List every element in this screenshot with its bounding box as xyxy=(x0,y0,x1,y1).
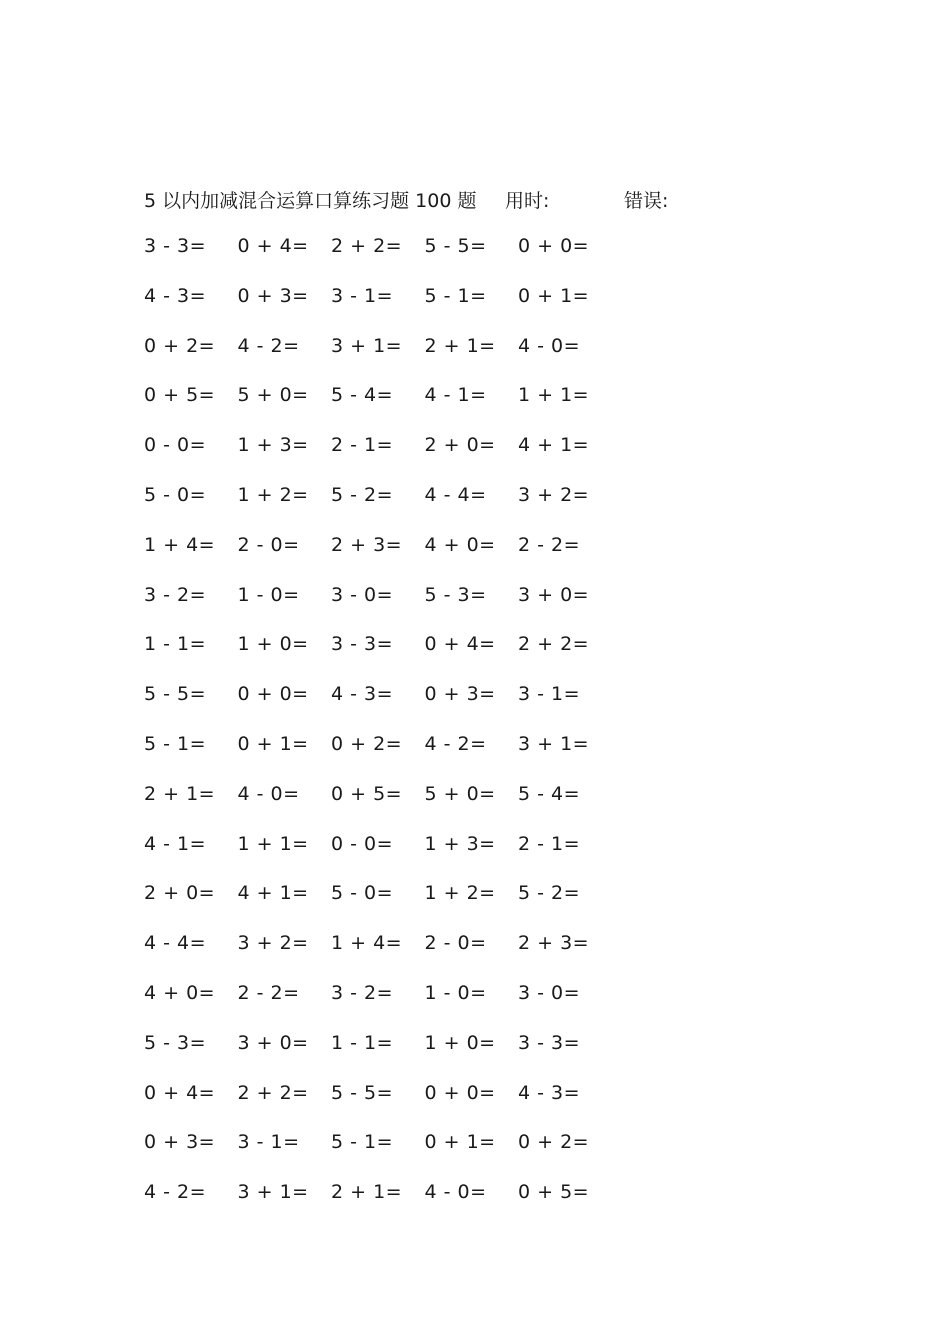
problem-item: 3 - 2= xyxy=(331,981,394,1004)
problem-item: 5 - 0= xyxy=(144,483,207,506)
problem-item: 2 + 3= xyxy=(331,533,403,556)
problem-item: 3 - 3= xyxy=(518,1031,581,1054)
problem-item: 0 + 3= xyxy=(237,284,309,307)
problem-item: 1 - 1= xyxy=(331,1031,394,1054)
problem-item: 2 + 3= xyxy=(518,932,590,955)
problem-item: 0 + 1= xyxy=(424,1131,496,1154)
problem-item: 3 + 2= xyxy=(518,483,590,506)
problem-item: 4 - 0= xyxy=(424,1181,487,1204)
problem-item: 3 + 0= xyxy=(518,583,590,606)
problem-item: 0 + 5= xyxy=(331,782,403,805)
problem-item: 5 - 4= xyxy=(331,384,394,407)
problem-item: 1 + 4= xyxy=(144,533,216,556)
problem-item: 0 + 1= xyxy=(518,284,590,307)
problem-row xyxy=(144,384,614,434)
problem-item: 0 + 0= xyxy=(518,235,590,257)
problem-item: 2 - 2= xyxy=(237,981,300,1004)
problem-item: 2 - 1= xyxy=(518,832,581,855)
problem-item: 4 - 3= xyxy=(144,284,207,307)
problem-item: 2 + 1= xyxy=(144,782,216,805)
problem-row xyxy=(144,882,614,932)
problem-row xyxy=(144,733,614,783)
problem-item: 4 - 3= xyxy=(331,683,394,706)
problem-item: 3 - 0= xyxy=(518,981,581,1004)
problem-item: 4 + 0= xyxy=(424,533,496,556)
problem-item: 0 + 2= xyxy=(331,732,403,755)
problem-item: 4 + 1= xyxy=(237,882,309,905)
problem-item: 4 - 3= xyxy=(518,1081,581,1104)
problem-item: 2 - 0= xyxy=(424,932,487,955)
problem-item: 4 - 2= xyxy=(424,732,487,755)
problem-item: 4 - 0= xyxy=(237,782,300,805)
problem-item: 3 - 1= xyxy=(237,1131,300,1154)
worksheet-header xyxy=(144,186,844,216)
problem-item: 0 - 0= xyxy=(144,434,207,457)
problem-item: 0 + 3= xyxy=(144,1131,216,1154)
problem-row xyxy=(144,1181,614,1231)
problem-item: 0 + 5= xyxy=(144,384,216,407)
problem-item: 2 + 2= xyxy=(518,633,590,656)
problem-item: 5 + 0= xyxy=(237,384,309,407)
problem-item: 5 - 1= xyxy=(144,732,207,755)
errors-label: 错误: xyxy=(624,190,669,212)
problem-item: 3 - 1= xyxy=(331,284,394,307)
problem-item: 2 + 1= xyxy=(424,334,496,357)
problem-item: 1 - 0= xyxy=(237,583,300,606)
problem-row xyxy=(144,335,614,385)
problem-item: 5 - 3= xyxy=(144,1031,207,1054)
problem-row xyxy=(144,833,614,883)
problem-item: 1 + 1= xyxy=(237,832,309,855)
problem-grid xyxy=(144,235,614,1231)
problem-row xyxy=(144,982,614,1032)
problem-item: 0 + 5= xyxy=(518,1181,590,1204)
problem-item: 3 - 1= xyxy=(518,683,581,706)
problem-row xyxy=(144,434,614,484)
problem-item: 3 + 1= xyxy=(237,1181,309,1204)
problem-item: 2 - 1= xyxy=(331,434,394,457)
problem-item: 4 - 2= xyxy=(144,1181,207,1204)
problem-item: 3 - 3= xyxy=(331,633,394,656)
problem-item: 0 + 0= xyxy=(424,1081,496,1104)
problem-item: 3 - 2= xyxy=(144,583,207,606)
problem-item: 1 - 0= xyxy=(424,981,487,1004)
problem-row xyxy=(144,932,614,982)
problem-item: 0 + 0= xyxy=(237,683,309,706)
problem-row xyxy=(144,285,614,335)
problem-row xyxy=(144,1082,614,1132)
problem-item: 2 - 2= xyxy=(518,533,581,556)
problem-item: 5 - 1= xyxy=(424,284,487,307)
problem-item: 5 - 5= xyxy=(424,235,487,257)
problem-item: 5 - 1= xyxy=(331,1131,394,1154)
problem-item: 2 - 0= xyxy=(237,533,300,556)
problem-row xyxy=(144,534,614,584)
problem-item: 5 - 4= xyxy=(518,782,581,805)
problem-item: 1 + 0= xyxy=(237,633,309,656)
problem-item: 4 - 1= xyxy=(424,384,487,407)
problem-item: 3 - 3= xyxy=(144,235,207,257)
problem-item: 1 + 3= xyxy=(424,832,496,855)
problem-item: 1 + 4= xyxy=(331,932,403,955)
worksheet-title: 5 以内加减混合运算口算练习题 100 题 xyxy=(144,190,477,212)
problem-row xyxy=(144,584,614,634)
problem-item: 0 + 3= xyxy=(424,683,496,706)
problem-item: 4 - 1= xyxy=(144,832,207,855)
problem-item: 1 + 2= xyxy=(237,483,309,506)
problem-item: 2 + 0= xyxy=(424,434,496,457)
problem-row xyxy=(144,1032,614,1082)
problem-item: 4 - 2= xyxy=(237,334,300,357)
problem-item: 4 - 0= xyxy=(518,334,581,357)
problem-item: 0 + 1= xyxy=(237,732,309,755)
problem-item: 0 + 4= xyxy=(144,1081,216,1104)
problem-item: 1 + 1= xyxy=(518,384,590,407)
problem-item: 1 + 0= xyxy=(424,1031,496,1054)
problem-item: 5 - 2= xyxy=(518,882,581,905)
problem-row xyxy=(144,683,614,733)
problem-item: 4 + 1= xyxy=(518,434,590,457)
problem-row xyxy=(144,1131,614,1181)
problem-item: 5 + 0= xyxy=(424,782,496,805)
problem-item: 3 + 2= xyxy=(237,932,309,955)
problem-item: 3 + 1= xyxy=(331,334,403,357)
problem-item: 0 + 2= xyxy=(518,1131,590,1154)
problem-item: 4 - 4= xyxy=(144,932,207,955)
problem-item: 1 + 3= xyxy=(237,434,309,457)
problem-row xyxy=(144,633,614,683)
time-used-label: 用时: xyxy=(505,190,550,212)
problem-item: 3 - 0= xyxy=(331,583,394,606)
problem-item: 5 - 5= xyxy=(144,683,207,706)
problem-item: 4 - 4= xyxy=(424,483,487,506)
problem-item: 5 - 3= xyxy=(424,583,487,606)
problem-item: 0 + 4= xyxy=(424,633,496,656)
problem-item: 2 + 1= xyxy=(331,1181,403,1204)
problem-item: 1 - 1= xyxy=(144,633,207,656)
problem-item: 5 - 5= xyxy=(331,1081,394,1104)
problem-item: 3 + 1= xyxy=(518,732,590,755)
problem-item: 1 + 2= xyxy=(424,882,496,905)
problem-row xyxy=(144,235,614,285)
problem-item: 5 - 2= xyxy=(331,483,394,506)
problem-row xyxy=(144,783,614,833)
problem-item: 3 + 0= xyxy=(237,1031,309,1054)
problem-item: 2 + 2= xyxy=(237,1081,309,1104)
problem-item: 2 + 2= xyxy=(331,235,403,257)
problem-row xyxy=(144,484,614,534)
problem-item: 0 - 0= xyxy=(331,832,394,855)
problem-item: 0 + 2= xyxy=(144,334,216,357)
problem-item: 4 + 0= xyxy=(144,981,216,1004)
problem-item: 2 + 0= xyxy=(144,882,216,905)
problem-item: 0 + 4= xyxy=(237,235,309,257)
problem-item: 5 - 0= xyxy=(331,882,394,905)
